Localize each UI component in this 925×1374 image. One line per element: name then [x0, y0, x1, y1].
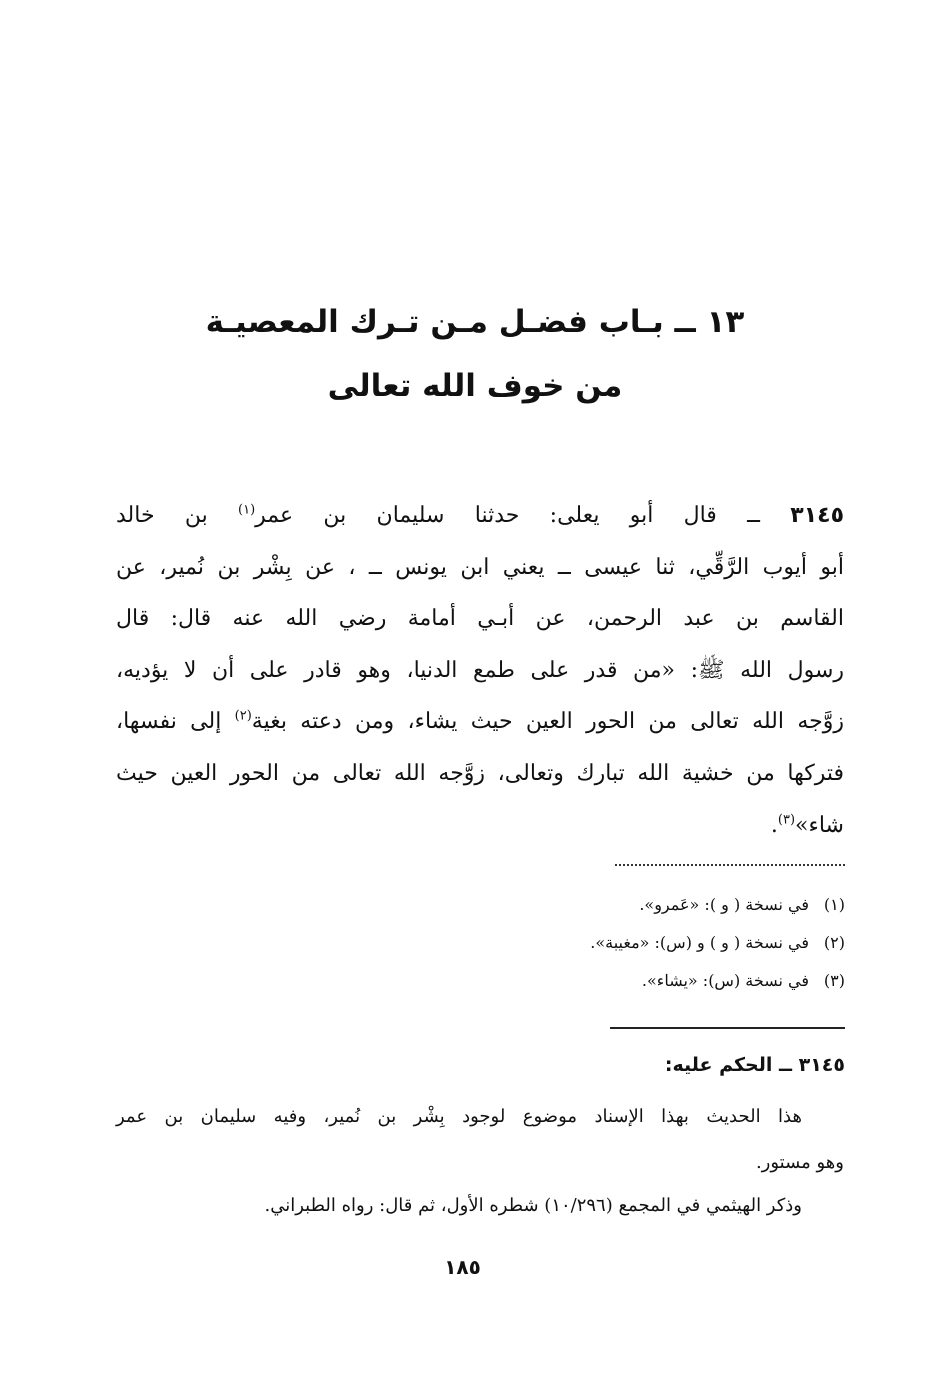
hadith-text: [116, 490, 844, 851]
chapter-title-line-1: ١٣ ــ بـاب فضـل مـن تـرك المعصيـة: [205, 304, 745, 340]
hadith-line: فتركها من خشية الله تبارك وتعالى، زوَّجه الله تعالى من الحور العين حيث: [116, 760, 844, 786]
hadith-line: أبو أيوب الرَّقِّي، ثنا عيسى ــ يعني ابن يونس ــ ، عن بِشْر بن نُمير، عن: [116, 554, 844, 580]
hadith-line: [116, 696, 844, 748]
footnote-number: (٣): [823, 971, 845, 990]
footnote-number: (٢): [823, 933, 845, 952]
footnote-number: (١): [823, 895, 845, 914]
ruling-line: هذا الحديث بهذا الإسناد موضوع لوجود بِشْر بن نُمير، وفيه سليمان بن عمر: [116, 1106, 802, 1127]
ruling-paragraph-2: وذكر الهيثمي في المجمع (١٠/٢٩٦) شطره الأول، ثم قال: رواه الطبراني.: [264, 1195, 802, 1216]
ruling-line: وهو مستور.: [755, 1152, 844, 1173]
ruling-heading: ٣١٤٥ ــ الحكم عليه:: [664, 1054, 845, 1076]
hadith-line: رسول الله ﷺ: «من قدر على طمع الدنيا، وهو قادر على أن لا يؤديه،: [116, 657, 844, 683]
footnote: [105, 886, 845, 924]
hadith-line-text: إلى نفسها،: [116, 709, 235, 735]
hadith-line: [116, 800, 844, 852]
chapter-title-line-2: من خوف الله تعالى: [327, 368, 623, 404]
footnote-ref: (١): [238, 502, 256, 518]
footnote: [105, 924, 845, 962]
footnote-text: في نسخة ( و ) و (س): «مغيبة».: [590, 933, 809, 952]
page-number: ١٨٥: [444, 1255, 481, 1279]
footnote-ref: (٢): [234, 709, 252, 725]
footnote: [105, 962, 845, 1000]
footnote-separator-dotted: [615, 864, 845, 866]
section-separator: [610, 1027, 845, 1029]
hadith-line-text: شاء»: [795, 812, 844, 838]
ruling-paragraph-1: [116, 1094, 844, 1186]
hadith-line: [116, 490, 844, 542]
footnote-text: في نسخة (س): «يشاء».: [641, 971, 809, 990]
hadith-line: القاسم بن عبد الرحمن، عن أبـي أمامة رضي الله عنه قال: قال: [116, 606, 845, 632]
hadith-number: ٣١٤٥: [790, 503, 844, 528]
footnote-text: في نسخة ( و ): «عَمرو».: [639, 895, 809, 914]
hadith-line-text: بن خالد: [116, 503, 238, 528]
hadith-line-text: .: [770, 812, 778, 838]
hadith-line-text: زوَّجه الله تعالى من الحور العين حيث يشاء، ومن دعته بغية: [251, 709, 844, 735]
footnote-ref: (٣): [777, 812, 796, 828]
hadith-line-text: ــ قال أبو يعلى: حدثنا سليمان بن عمر: [255, 503, 760, 528]
footnotes-list: [105, 886, 845, 1000]
